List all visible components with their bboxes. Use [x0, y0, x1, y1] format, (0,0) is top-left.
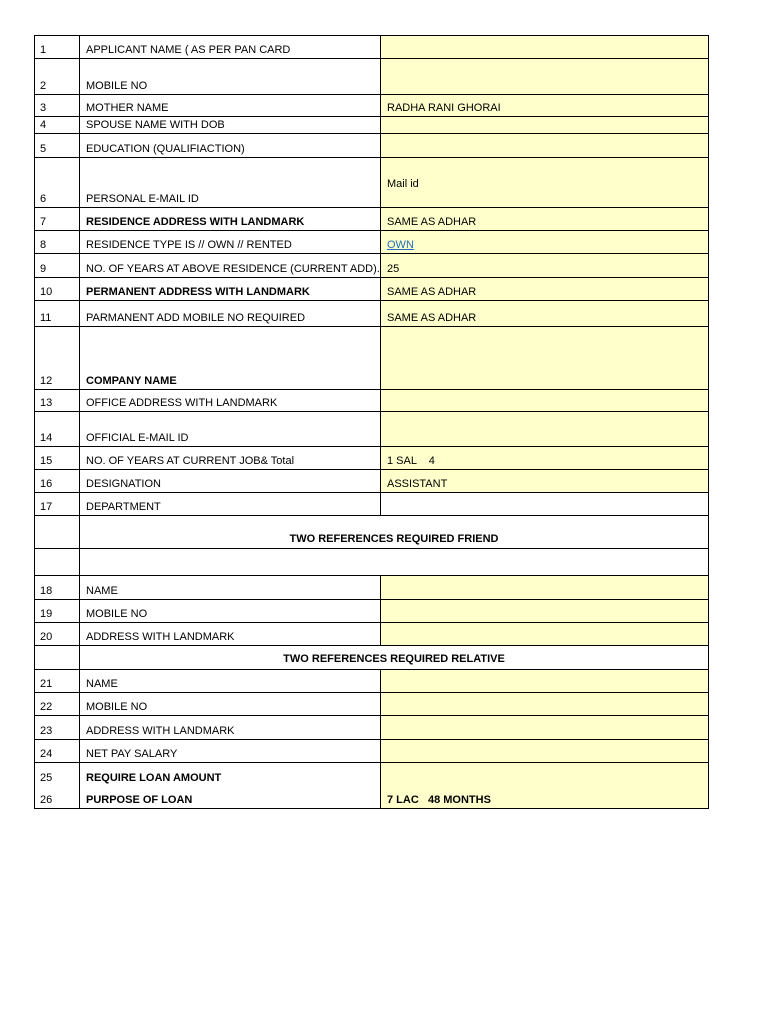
field-label: PERSONAL E-MAIL ID [80, 158, 381, 208]
field-value[interactable] [381, 623, 709, 646]
row-number: 25 [40, 772, 53, 785]
field-value[interactable] [381, 493, 709, 516]
field-label: ADDRESS WITH LANDMARK [80, 716, 381, 740]
field-label: COMPANY NAME [80, 327, 381, 390]
row-number: 10 [35, 278, 80, 301]
row-number: 5 [35, 134, 80, 158]
blank-row [35, 549, 709, 576]
field-label: REQUIRE LOAN AMOUNT [86, 772, 222, 785]
field-value[interactable] [381, 412, 709, 447]
form-row [35, 412, 709, 447]
row-number: 11 [35, 301, 80, 327]
row-number: 15 [35, 447, 80, 470]
form-row [35, 716, 709, 740]
form-row [35, 95, 709, 117]
row-number: 14 [35, 412, 80, 447]
field-label: OFFICIAL E-MAIL ID [80, 412, 381, 447]
field-label: MOBILE NO [80, 59, 381, 95]
field-label: MOBILE NO [80, 600, 381, 623]
field-value[interactable]: RADHA RANI GHORAI [381, 95, 709, 117]
row-number: 20 [35, 623, 80, 646]
form-row-merged [35, 763, 709, 809]
field-label: APPLICANT NAME ( AS PER PAN CARD [80, 36, 381, 59]
row-number: 16 [35, 470, 80, 493]
field-value[interactable] [381, 576, 709, 600]
field-value[interactable] [381, 600, 709, 623]
form-row [35, 447, 709, 470]
form-row [35, 158, 709, 208]
row-number: 8 [35, 231, 80, 254]
field-value[interactable] [381, 36, 709, 59]
field-value[interactable] [381, 716, 709, 740]
form-row [35, 134, 709, 158]
section-header [35, 516, 709, 549]
row-number: 22 [35, 693, 80, 716]
field-value[interactable]: SAME AS ADHAR [381, 301, 709, 327]
row-number: 2 [35, 59, 80, 95]
field-value[interactable] [381, 117, 709, 134]
form-row [35, 301, 709, 327]
field-value[interactable]: ASSISTANT [381, 470, 709, 493]
field-label: RESIDENCE TYPE IS // OWN // RENTED [80, 231, 381, 254]
loan-application-form [34, 35, 709, 809]
field-value[interactable]: 25 [381, 254, 709, 278]
row-number: 24 [35, 740, 80, 763]
form-row [35, 740, 709, 763]
field-value[interactable]: 1 SAL 4 [381, 447, 709, 470]
section-title-friend: TWO REFERENCES REQUIRED FRIEND [80, 516, 709, 549]
field-value[interactable]: SAME AS ADHAR [381, 208, 709, 231]
row-number: 21 [35, 670, 80, 693]
field-label: ADDRESS WITH LANDMARK [80, 623, 381, 646]
field-label: PARMANENT ADD MOBILE NO REQUIRED [80, 301, 381, 327]
form-row [35, 470, 709, 493]
field-value[interactable] [381, 740, 709, 763]
row-number: 7 [35, 208, 80, 231]
row-number: 12 [35, 327, 80, 390]
form-row [35, 623, 709, 646]
field-value[interactable]: 7 LAC 48 MONTHS [381, 763, 709, 809]
form-row [35, 59, 709, 95]
row-number: 19 [35, 600, 80, 623]
blank-cell [80, 549, 709, 576]
row-number [35, 549, 80, 576]
row-number: 9 [35, 254, 80, 278]
field-value[interactable] [381, 390, 709, 412]
row-number: 13 [35, 390, 80, 412]
field-label: OFFICE ADDRESS WITH LANDMARK [80, 390, 381, 412]
field-label: PERMANENT ADDRESS WITH LANDMARK [80, 278, 381, 301]
field-value[interactable] [381, 327, 709, 390]
form-row [35, 208, 709, 231]
field-label: RESIDENCE ADDRESS WITH LANDMARK [80, 208, 381, 231]
field-label: DESIGNATION [80, 470, 381, 493]
row-number: 26 [40, 794, 53, 806]
form-row [35, 600, 709, 623]
form-row [35, 670, 709, 693]
field-value[interactable] [381, 59, 709, 95]
field-label: SPOUSE NAME WITH DOB [80, 117, 381, 134]
row-number: 17 [35, 493, 80, 516]
field-label: MOTHER NAME [80, 95, 381, 117]
field-label: NO. OF YEARS AT CURRENT JOB& Total [80, 447, 381, 470]
field-label: PURPOSE OF LOAN [86, 794, 193, 806]
field-value[interactable]: SAME AS ADHAR [381, 278, 709, 301]
row-number: 18 [35, 576, 80, 600]
form-row [35, 231, 709, 254]
row-number-group [35, 763, 80, 809]
field-value[interactable] [381, 134, 709, 158]
field-label: DEPARTMENT [80, 493, 381, 516]
field-value[interactable] [381, 231, 709, 254]
field-label: EDUCATION (QUALIFIACTION) [80, 134, 381, 158]
form-row [35, 576, 709, 600]
form-row [35, 693, 709, 716]
section-header [35, 646, 709, 670]
field-label: NET PAY SALARY [80, 740, 381, 763]
field-value[interactable]: Mail id [381, 158, 709, 208]
form-row [35, 390, 709, 412]
section-title-relative: TWO REFERENCES REQUIRED RELATIVE [80, 646, 709, 670]
field-label-group [80, 763, 381, 809]
row-number: 23 [35, 716, 80, 740]
row-number: 4 [35, 117, 80, 134]
form-row [35, 117, 709, 134]
field-value[interactable] [381, 670, 709, 693]
row-number: 3 [35, 95, 80, 117]
field-label: NO. OF YEARS AT ABOVE RESIDENCE (CURRENT ADD). [80, 254, 381, 278]
row-number: 6 [35, 158, 80, 208]
form-row [35, 36, 709, 59]
row-number [35, 646, 80, 670]
own-link[interactable]: OWN [387, 239, 414, 251]
field-label: NAME [80, 670, 381, 693]
field-value[interactable] [381, 693, 709, 716]
form-row [35, 493, 709, 516]
field-label: MOBILE NO [80, 693, 381, 716]
row-number [35, 516, 80, 549]
field-label: NAME [80, 576, 381, 600]
form-row [35, 278, 709, 301]
form-row [35, 254, 709, 278]
form-row [35, 327, 709, 390]
row-number: 1 [35, 36, 80, 59]
